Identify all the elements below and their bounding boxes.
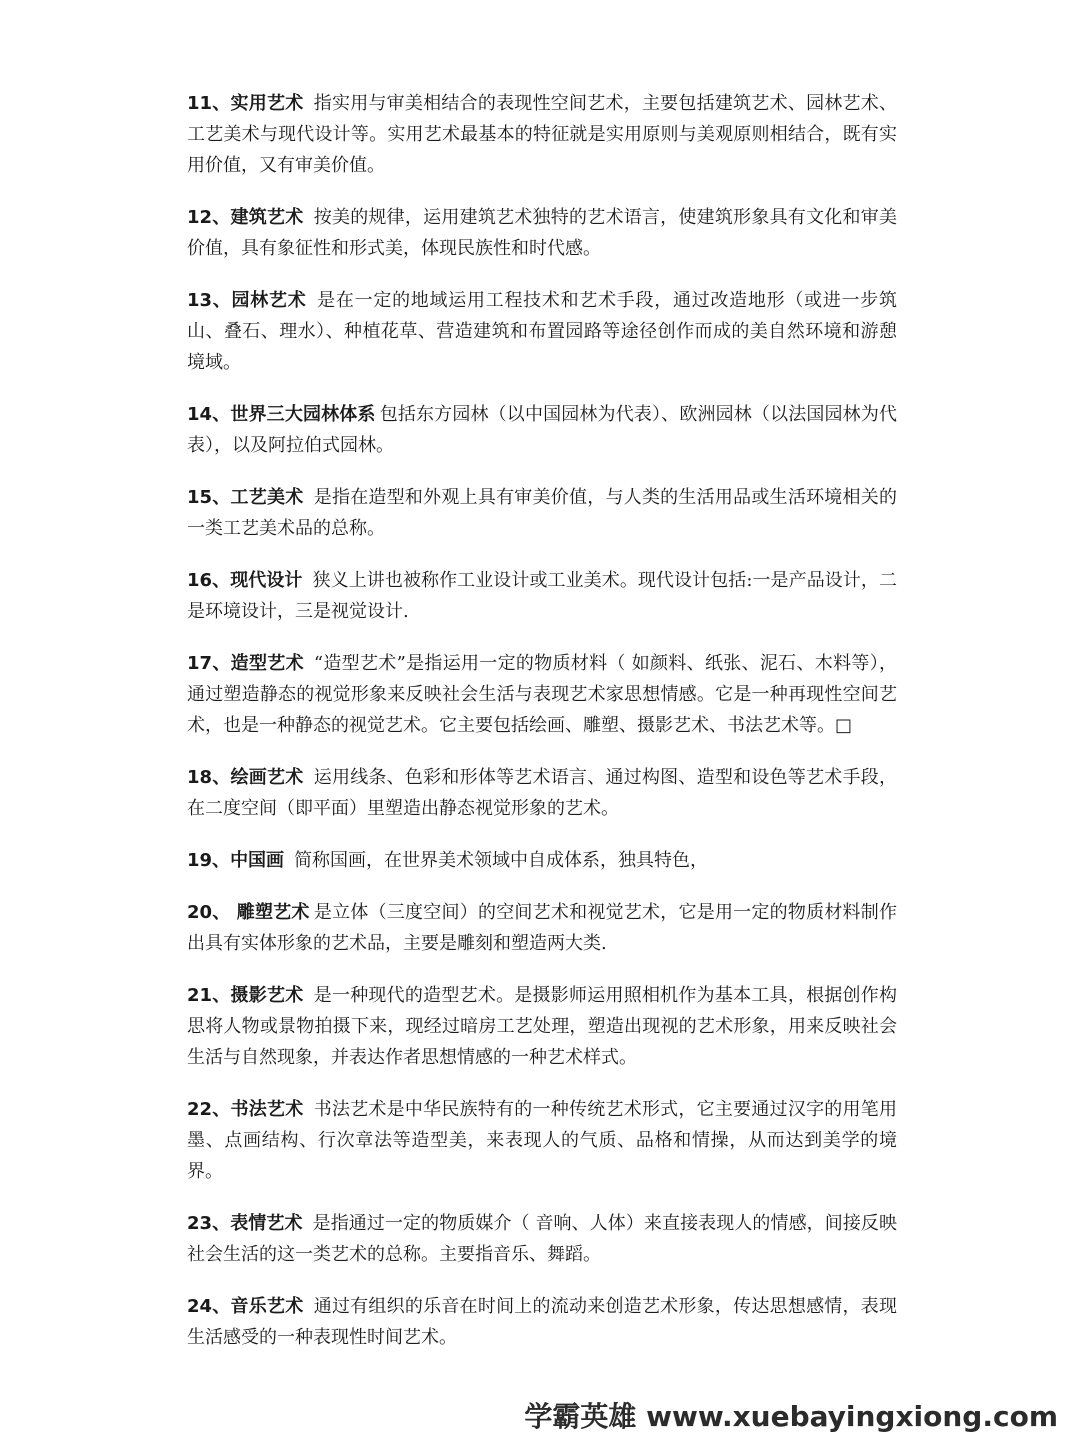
entry-14	[187, 399, 897, 461]
entry-text: “造型艺术”是指运用一定的物质材料（ 如颜料、纸张、泥石、木料等），通过塑造静态的视觉形象来反映社会生活与表现艺术家思想情感。它是一种再现性空间艺术，也是一种静态的视觉艺术。它主要包括绘画、雕塑、摄影艺术、书法艺术等。□	[187, 653, 897, 736]
entry-text: 按美的规律，运用建筑艺术独特的艺术语言，使建筑形象具有文化和审美价值，具有象征性和形式美，体现民族性和时代感。	[187, 207, 898, 259]
entry-term: 19、中国画	[187, 850, 285, 871]
entry-text: 通过有组织的乐音在时间上的流动来创造艺术形象，传达思想感情，表现生活感受的一种表现性时间艺术。	[187, 1296, 898, 1348]
entry-term: 21、摄影艺术	[187, 985, 304, 1006]
entry-term: 23、表情艺术	[187, 1213, 303, 1234]
entry-term: 12、建筑艺术	[187, 207, 304, 228]
watermark-footer: 学霸英雄 www.xuebayingxiong.com	[524, 1400, 1058, 1433]
entry-text: 是一种现代的造型艺术。是摄影师运用照相机作为基本工具，根据创作构思将人物或景物拍摄下来，现经过暗房工艺处理，塑造出现视的艺术形象，用来反映社会生活与自然现象，并表达作者思想情感的一种艺术样式。	[187, 985, 898, 1068]
entry-text: 是指通过一定的物质媒介（ 音响、人体）来直接表现人的情感，间接反映社会生活的这一类艺术的总称。主要指音乐、舞蹈。	[187, 1213, 898, 1265]
entry-text: 运用线条、色彩和形体等艺术语言、通过构图、造型和设色等艺术手段，在二度空间（即平面）里塑造出静态视觉形象的艺术。	[187, 767, 898, 819]
entry-text: 简称国画，在世界美术领域中自成体系，独具特色，	[294, 850, 709, 871]
entry-17	[187, 648, 897, 741]
entry-text: 包括东方园林（以中国园林为代表）、欧洲园林（以法国园林为代表），以及阿拉伯式园林。	[187, 404, 897, 456]
entry-text: 是在一定的地域运用工程技术和艺术手段，通过改造地形（或进一步筑山、叠石、理水）、种植花草、营造建筑和布置园路等途径创作而成的美自然环境和游憩境域。	[187, 290, 898, 373]
entry-term: 14、世界三大园林体系	[187, 404, 376, 425]
entry-21	[187, 980, 897, 1073]
entry-24	[187, 1291, 897, 1353]
entry-text: 书法艺术是中华民族特有的一种传统艺术形式，它主要通过汉字的用笔用墨、点画结构、行次章法等造型美，来表现人的气质、品格和情操，从而达到美学的境界。	[187, 1099, 898, 1182]
entry-18	[187, 762, 897, 824]
entry-term: 15、工艺美术	[187, 487, 304, 508]
entry-term: 11、实用艺术	[187, 93, 304, 114]
entry-text: 是立体（三度空间）的空间艺术和视觉艺术，它是用一定的物质材料制作出具有实体形象的艺术品，主要是雕刻和塑造两大类.	[187, 902, 898, 954]
entry-term: 18、绘画艺术	[187, 767, 304, 788]
entry-term: 22、书法艺术	[187, 1099, 304, 1120]
entry-text: 指实用与审美相结合的表现性空间艺术，主要包括建筑艺术、园林艺术、工艺美术与现代设计等。实用艺术最基本的特征就是实用原则与美观原则相结合，既有实用价值，又有审美价值。	[187, 93, 898, 176]
entry-term: 13、园林艺术	[187, 290, 307, 311]
entry-text: 是指在造型和外观上具有审美价值，与人类的生活用品或生活环境相关的一类工艺美术品的总称。	[187, 487, 898, 539]
entry-term: 24、音乐艺术	[187, 1296, 304, 1317]
entry-term: 16、现代设计	[187, 570, 303, 591]
document-body	[187, 88, 897, 1374]
entry-text: 狭义上讲也被称作工业设计或工业美术。现代设计包括:一是产品设计，二是环境设计，三是视觉设计.	[187, 570, 897, 622]
entry-16	[187, 565, 897, 627]
entry-15	[187, 482, 897, 544]
entry-20	[187, 897, 897, 959]
entry-term: 17、造型艺术	[187, 653, 304, 674]
entry-12	[187, 202, 897, 264]
entry-19	[187, 845, 897, 876]
entry-23	[187, 1208, 897, 1270]
entry-13	[187, 285, 897, 378]
entry-11	[187, 88, 897, 181]
entry-22	[187, 1094, 897, 1187]
entry-term: 20、 雕塑艺术	[187, 902, 310, 923]
